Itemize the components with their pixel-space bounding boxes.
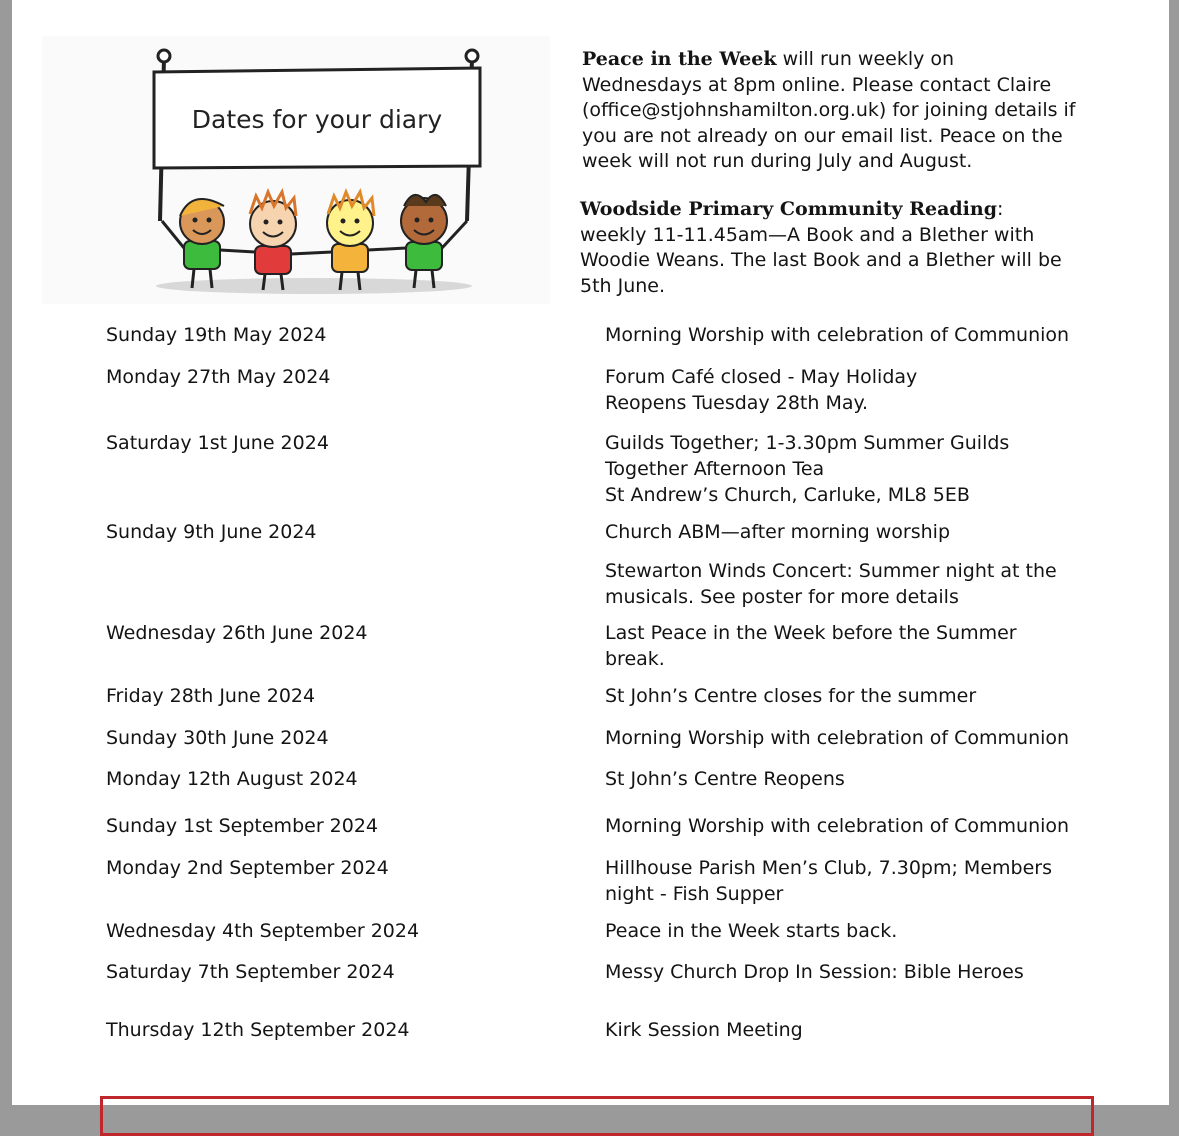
diary-date: Monday 27th May 2024 — [106, 366, 331, 388]
diary-event-line: St John’s Centre closes for the summer — [605, 685, 977, 707]
peace-intro-text: will run weekly on — [776, 48, 955, 70]
peace-line: you are not already on our email list. Peace on the — [582, 124, 1063, 147]
diary-date: Sunday 1st September 2024 — [106, 815, 379, 837]
peace-line: week will not run during July and August. — [582, 150, 973, 172]
red-bordered-box — [100, 1096, 1094, 1136]
diary-event — [605, 322, 1095, 348]
diary-date: Sunday 9th June 2024 — [106, 521, 317, 543]
diary-date: Saturday 7th September 2024 — [106, 961, 395, 983]
diary-date: Sunday 30th June 2024 — [106, 727, 329, 749]
diary-event-line: Morning Worship with celebration of Communion — [605, 727, 1070, 749]
diary-event-line: musicals. See poster for more details — [605, 586, 959, 608]
diary-event — [605, 813, 1095, 839]
diary-event — [605, 725, 1095, 751]
diary-event-line: Hillhouse Parish Men’s Club, 7.30pm; Members — [605, 857, 1052, 879]
peace-in-the-week-title: Peace in the Week — [582, 48, 777, 70]
diary-event — [605, 766, 1095, 792]
sign-text: Dates for your diary — [191, 105, 443, 134]
diary-event — [605, 918, 1095, 944]
diary-event — [605, 855, 1095, 907]
diary-event — [605, 683, 1095, 709]
diary-event-line: Reopens Tuesday 28th May. — [605, 392, 869, 414]
peace-in-the-week-paragraph — [582, 47, 1082, 175]
woodside-reading-title: Woodside Primary Community Reading — [580, 198, 997, 220]
kids-holding-sign-illustration — [42, 36, 550, 304]
dates-for-your-diary-illustration — [42, 36, 550, 304]
diary-event-line: St John’s Centre Reopens — [605, 768, 845, 790]
diary-event-line: Last Peace in the Week before the Summer — [605, 622, 1017, 644]
woodside-line: 5th June. — [580, 274, 666, 297]
diary-event-line: Forum Café closed - May Holiday — [605, 366, 918, 388]
woodside-colon: : — [997, 198, 1004, 220]
diary-date: Thursday 12th September 2024 — [106, 1019, 410, 1041]
diary-event-line: St Andrew’s Church, Carluke, ML8 5EB — [605, 484, 970, 506]
diary-event-line: night - Fish Supper — [605, 883, 784, 905]
diary-event-line: Together Afternoon Tea — [605, 458, 825, 480]
diary-event-line: Kirk Session Meeting — [605, 1019, 803, 1041]
diary-event-line: break. — [605, 648, 665, 670]
peace-line: (office@stjohnshamilton.org.uk) for joining details if — [582, 99, 1076, 121]
diary-event — [605, 430, 1095, 508]
diary-date: Monday 2nd September 2024 — [106, 857, 389, 879]
diary-date: Wednesday 4th September 2024 — [106, 920, 420, 942]
diary-event-line: Guilds Together; 1-3.30pm Summer Guilds — [605, 432, 1010, 454]
diary-date: Wednesday 26th June 2024 — [106, 622, 368, 644]
diary-event-line: Messy Church Drop In Session: Bible Heroes — [605, 961, 1024, 983]
diary-event-line: Peace in the Week starts back. — [605, 920, 898, 942]
diary-date: Saturday 1st June 2024 — [106, 432, 329, 454]
diary-event-line: Morning Worship with celebration of Communion — [605, 815, 1070, 837]
diary-event — [605, 1017, 1095, 1043]
newsletter-page — [12, 0, 1169, 1105]
diary-event — [605, 620, 1095, 672]
diary-event — [605, 959, 1095, 985]
diary-event-line: Stewarton Winds Concert: Summer night at the — [605, 560, 1057, 582]
diary-date: Monday 12th August 2024 — [106, 768, 358, 790]
peace-line: Wednesdays at 8pm online. Please contact Claire — [582, 73, 1052, 96]
woodside-reading-paragraph — [580, 197, 1080, 299]
diary-event — [605, 519, 1095, 545]
diary-event-line: Morning Worship with celebration of Communion — [605, 324, 1070, 346]
diary-date: Sunday 19th May 2024 — [106, 324, 327, 346]
diary-event — [605, 558, 1095, 610]
diary-event — [605, 364, 1095, 416]
diary-date: Friday 28th June 2024 — [106, 685, 316, 707]
woodside-line: weekly 11-11.45am—A Book and a Blether with — [580, 223, 1035, 246]
diary-event-line: Church ABM—after morning worship — [605, 521, 951, 543]
woodside-line: Woodie Weans. The last Book and a Blether will be — [580, 249, 1062, 271]
